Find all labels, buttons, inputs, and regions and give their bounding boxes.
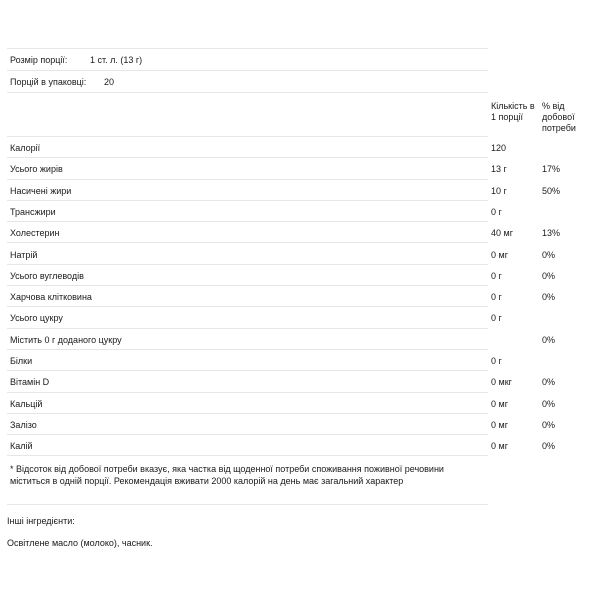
other-ingredients-value: Освітлене масло (молоко), часник. (7, 538, 153, 548)
nutrient-daily-value: 50% (542, 185, 561, 196)
nutrient-amount: 0 г (491, 270, 502, 281)
footnote-divider (7, 504, 488, 505)
nutrient-name: Білки (10, 356, 33, 366)
nutrient-amount: 0 г (491, 313, 502, 324)
table-header (7, 93, 576, 137)
nutrient-amount: 0 г (491, 206, 502, 217)
nutrient-daily-value: 0% (542, 419, 556, 430)
nutrient-daily-value: 0% (542, 249, 556, 260)
nutrient-amount: 13 г (491, 164, 507, 175)
nutrient-amount: 0 г (491, 292, 502, 303)
table-row (7, 180, 561, 201)
table-row (7, 222, 561, 243)
table-row (7, 265, 556, 286)
table-row (7, 137, 507, 158)
nutrient-name: Насичені жири (10, 185, 72, 196)
nutrient-amount: 40 мг (491, 228, 513, 239)
nutrient-name: Усього вуглеводів (10, 270, 84, 281)
table-row (7, 371, 556, 392)
nutrient-amount: 0 мг (491, 419, 508, 430)
servings-per-pack-value: 20 (104, 77, 115, 87)
nutrient-name: Усього жирів (10, 164, 63, 175)
nutrient-name: Натрій (10, 249, 38, 260)
servings-per-pack-row (7, 71, 488, 93)
nutrient-name: Калорії (10, 143, 41, 153)
nutrient-name: Кальцій (10, 398, 43, 409)
nutrient-daily-value: 0% (542, 441, 556, 452)
nutrient-daily-value: 0% (542, 334, 556, 345)
nutrient-daily-value: 0% (542, 398, 556, 409)
nutrient-amount: 0 мг (491, 249, 508, 260)
daily-value-column-header: % від добової потреби (542, 101, 576, 133)
amount-column-header: Кількість в 1 порції (491, 101, 535, 122)
serving-size-value: 1 ст. л. (13 г) (90, 55, 143, 65)
nutrient-name: Калій (10, 441, 33, 452)
nutrient-daily-value: 13% (542, 228, 561, 239)
table-row (7, 350, 502, 371)
nutrient-amount: 0 мг (491, 398, 508, 409)
table-row (7, 201, 502, 222)
nutrient-name: Вітамін D (10, 377, 50, 388)
nutrient-amount: 10 г (491, 185, 507, 196)
serving-size-row (7, 49, 488, 71)
nutrient-daily-value: 0% (542, 377, 556, 388)
table-row (7, 244, 556, 265)
table-row (7, 307, 502, 328)
servings-per-pack-label: Порцій в упаковці: (10, 77, 87, 87)
table-row (7, 435, 556, 456)
table-row (7, 286, 556, 307)
table-row (7, 414, 556, 435)
nutrient-daily-value: 17% (542, 164, 561, 175)
daily-value-footnote: * Відсоток від добової потреби вказує, яка частка від щоденної потреби споживання поживної речовини міститься в одній порції. Рекомендація вживати 2000 калорій на день має загальний характер (10, 464, 444, 486)
nutrient-daily-value: 0% (542, 270, 556, 281)
other-ingredients-label: Інші інгредієнти: (7, 516, 75, 526)
serving-size-label: Розмір порції: (10, 55, 68, 65)
table-row (7, 329, 556, 350)
nutrient-name: Містить 0 г доданого цукру (10, 334, 122, 345)
table-row (7, 158, 561, 179)
nutrient-amount: 0 мг (491, 441, 508, 452)
table-row (7, 393, 556, 414)
nutrient-name: Трансжири (10, 206, 56, 217)
nutrient-name: Холестерин (10, 228, 60, 239)
nutrient-name: Харчова клітковина (10, 292, 92, 303)
nutrient-amount: 0 г (491, 356, 502, 366)
nutrient-daily-value: 0% (542, 292, 556, 303)
nutrient-amount: 0 мкг (491, 377, 512, 388)
nutrient-amount: 120 (491, 143, 507, 153)
nutrient-name: Усього цукру (10, 313, 63, 324)
nutrient-name: Залізо (10, 419, 37, 430)
